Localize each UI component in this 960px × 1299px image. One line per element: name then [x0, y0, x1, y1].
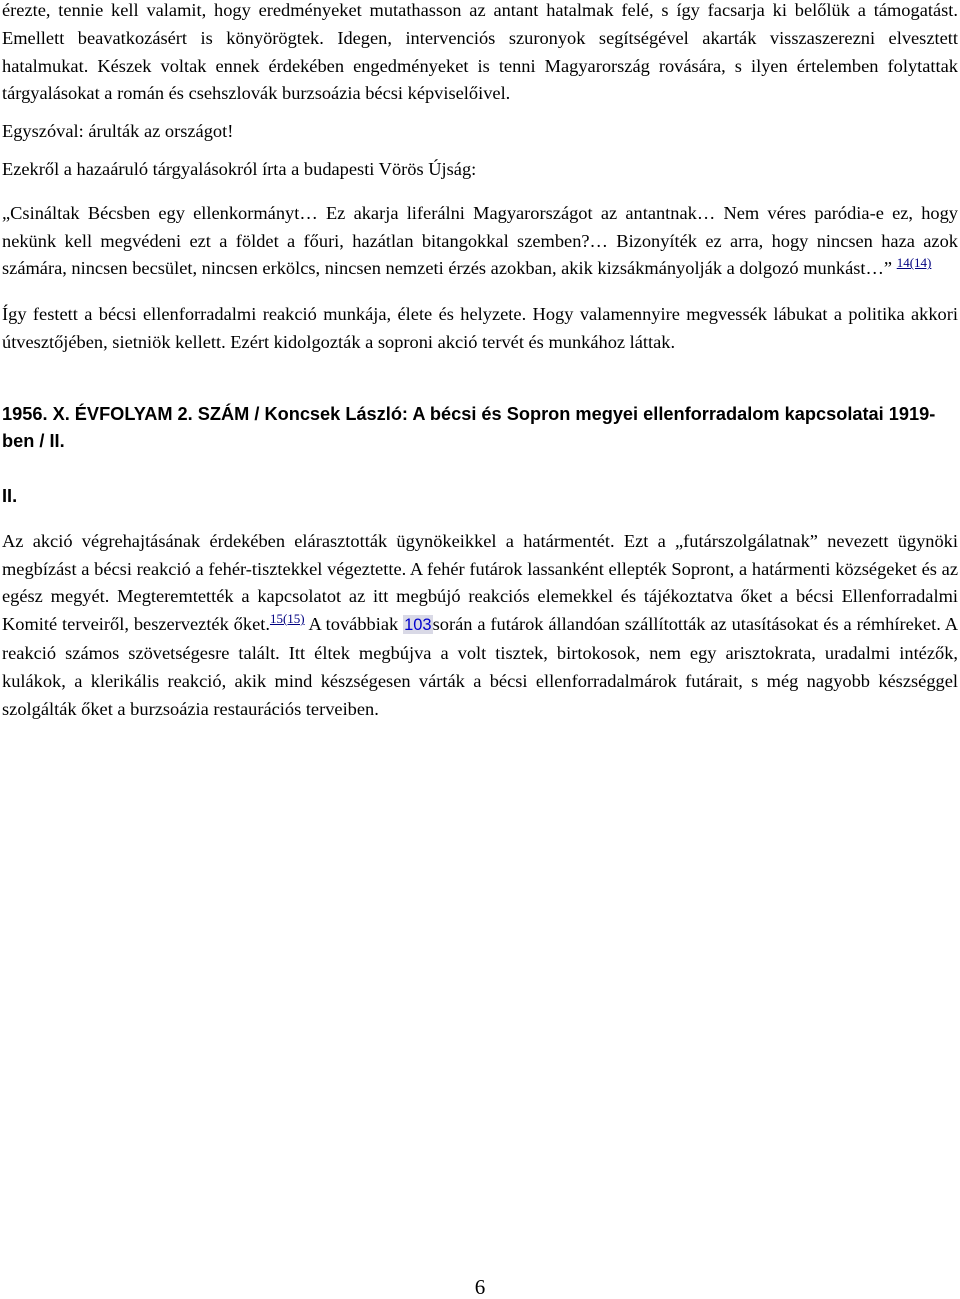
- document-page: [2, 0, 958, 723]
- paragraph-intro: érezte, tennie kell valamit, hogy eredményeket mutathasson az antant hatalmak felé, s így facsarja ki belőlük a támogatást. Emellett beavatkozásért is könyörögtek. Idegen, intervenciós szuronyok segítségével akarták visszaszerezni elvesztett hatalmukat. Készek voltak ennek érdekében engedményeket is tenni Magyarország rovására, s ilyen értelemben folytattak tárgyalásokat a román és csehszlovák burzsoázia bécsi képviselőivel.: [2, 0, 958, 104]
- body-text-part3: során a futárok állandóan szállították az utasításokat és a rémhíreket. A reakció számos szövetségesre talált. Itt éltek megbújva a volt tisztek, birtokosok, nem egy arisztokrata, uradalmi intézők, kulákok, a klerikális reakció, akik mind készségesen várták a bécsi ellenforradalmárok futárait, s még nagyobb készséggel szolgálták őket a burzsoázia restaurációs terveiben.: [2, 614, 958, 719]
- section-subheading: II.: [2, 485, 18, 506]
- paragraph-summary: Egyszóval: árulták az országot!: [2, 121, 234, 142]
- section-heading: 1956. X. ÉVFOLYAM 2. SZÁM / Koncsek László: A bécsi és Sopron megyei ellenforradalom kapcsolatai 1919-ben / II.: [2, 403, 936, 451]
- body-text-part1: Az akció végrehajtásának érdekében elárasztották ügynökeikkel a határmentét. Ezt a „futárszolgálatnak” nevezett ügynöki megbízást a bécsi reakció a fehér-tisztekkel végeztette. A fehér futárok lassanként ellepték Sopront, a határmenti községeket és az egész megyét. Megteremtették a kapcsolatot az itt megbújó reakciós elemekkel és tájékoztatva őket a bécsi Ellenforradalmi Komité terveiről, beszervezték őket.: [2, 530, 958, 635]
- paragraph-section-body: [2, 528, 958, 724]
- footnote-link-15[interactable]: 15(15): [269, 611, 305, 627]
- paragraph-conclusion: Így festett a bécsi ellenforradalmi reakció munkája, élete és helyzete. Hogy valamennyire megvessék lábukat a politika akkori útvesztőjében, sietniök kellett. Ezért kidolgozták a soproni akció tervét és munkához láttak.: [2, 304, 958, 352]
- page-marker-103: 103: [404, 616, 432, 635]
- body-text-part2: A továbbiak: [304, 614, 404, 635]
- quote-text: „Csináltak Bécsben egy ellenkormányt… Ez akarja liferálni Magyarországot az antantnak… Nem véres paródia-e ez, hogy nekünk kell megvédeni ezt a földet a főuri, hazátlan bitangokkal szemben?… Bizonyíték ez arra, hogy nincsen haza azok számára, nincsen becsület, nincsen erkölcs, nincsen nemzeti érzés azokban, akik kizsákmányolják a dolgozó munkást…”: [2, 202, 958, 279]
- footnote-link-14[interactable]: 14(14): [896, 255, 932, 271]
- paragraph-quote-intro: Ezekről a hazaáruló tárgyalásokról írta a budapesti Vörös Újság:: [2, 158, 477, 179]
- paragraph-quote: [2, 200, 958, 283]
- page-number: 6: [474, 1275, 486, 1299]
